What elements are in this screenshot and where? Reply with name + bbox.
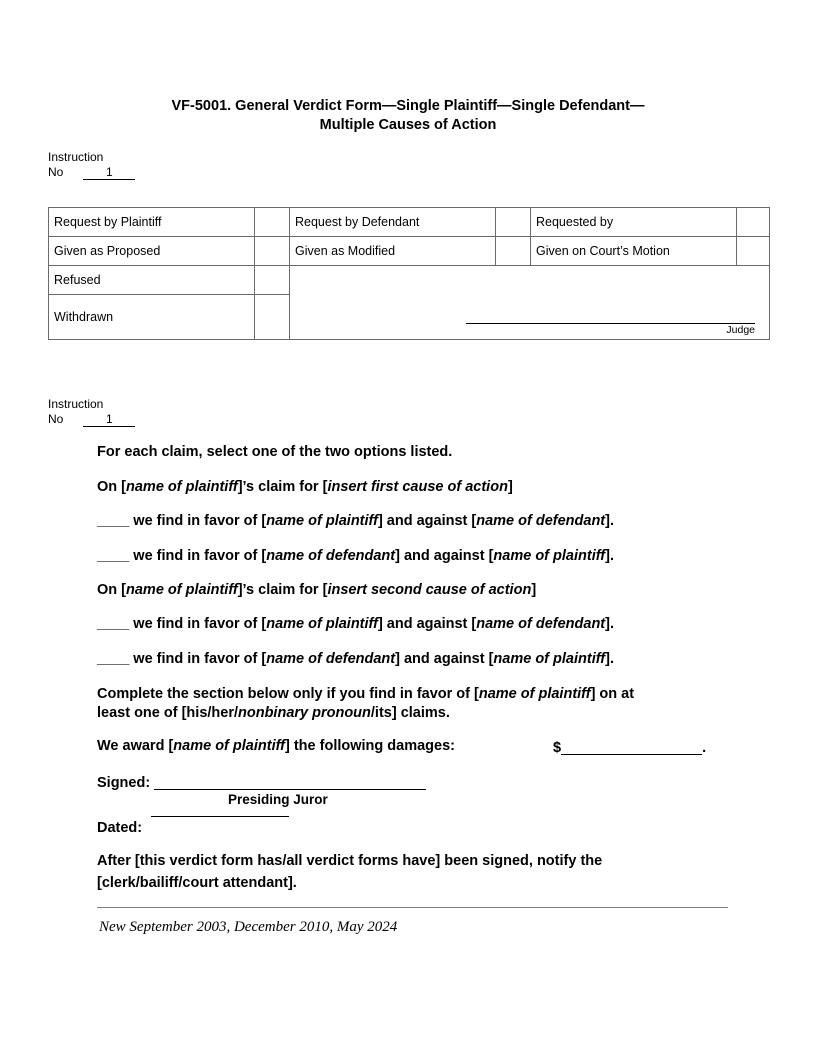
judge-signature-line[interactable] <box>466 323 755 324</box>
request-by-plaintiff-label: Request by Plaintiff <box>49 208 255 237</box>
presiding-juror-label: Presiding Juror <box>228 792 328 807</box>
damages-blank[interactable] <box>561 738 702 755</box>
requested-by-label: Requested by <box>531 208 737 237</box>
instruction-label: Instruction <box>48 397 104 411</box>
dated-label: Dated: <box>97 820 143 836</box>
title-line-1: VF-5001. General Verdict Form—Single Plaintiff—Single Defendant— <box>171 98 645 114</box>
instruction-label: Instruction <box>48 150 104 164</box>
withdrawn-checkbox[interactable] <box>255 295 290 340</box>
page-title <box>0 97 816 135</box>
claim-1-option-defendant[interactable]: ____ we find in favor of [name of defendant] and against [name of plaintiff]. <box>97 548 614 564</box>
given-on-courts-motion-label: Given on Court’s Motion <box>531 237 737 266</box>
footer-divider <box>97 907 728 908</box>
instruction-number-field[interactable]: 1 <box>83 413 135 427</box>
judge-signature-cell <box>290 266 770 340</box>
revision-history: New September 2003, December 2010, May 2024 <box>99 919 398 935</box>
selection-blank: ____ <box>97 616 130 632</box>
refused-checkbox[interactable] <box>255 266 290 295</box>
no-label: No <box>48 164 64 179</box>
given-as-proposed-checkbox[interactable] <box>255 237 290 266</box>
request-by-defendant-label: Request by Defendant <box>290 208 496 237</box>
notify-instruction: After [this verdict form has/all verdict forms have] been signed, notify the [clerk/bailiff/court attendant]. <box>97 853 603 891</box>
claim-2-option-defendant[interactable]: ____ we find in favor of [name of defendant] and against [name of plaintiff]. <box>97 651 614 667</box>
selection-blank: ____ <box>97 548 130 564</box>
date-line[interactable] <box>151 816 289 817</box>
selection-blank: ____ <box>97 513 130 529</box>
instruction-number-field[interactable]: 1 <box>83 166 135 180</box>
claim-2-option-plaintiff[interactable]: ____ we find in favor of [name of plaintiff] and against [name of defendant]. <box>97 616 614 632</box>
title-line-2: Multiple Causes of Action <box>319 117 497 133</box>
intro-text: For each claim, select one of the two options listed. <box>97 444 453 460</box>
complete-section-instruction: Complete the section below only if you find in favor of [name of plaintiff] on at least one of [his/her/nonbinary pronoun/its] claims. <box>97 686 635 721</box>
juror-signature-line[interactable] <box>154 773 426 790</box>
claim-1-option-plaintiff[interactable]: ____ we find in favor of [name of plaintiff] and against [name of defendant]. <box>97 513 614 529</box>
instruction-request-table <box>48 207 770 340</box>
no-label: No <box>48 411 64 426</box>
request-by-plaintiff-checkbox[interactable] <box>255 208 290 237</box>
judge-label: Judge <box>726 324 755 336</box>
selection-blank: ____ <box>97 651 130 667</box>
requested-by-checkbox[interactable] <box>737 208 770 237</box>
award-line: We award [name of plaintiff] the following damages: <box>97 738 455 754</box>
claim-2-heading: On [name of plaintiff]’s claim for [insert second cause of action] <box>97 582 537 598</box>
refused-label: Refused <box>49 266 255 295</box>
claim-1-heading: On [name of plaintiff]’s claim for [insert first cause of action] <box>97 479 513 495</box>
damages-field[interactable]: $ . <box>553 740 707 756</box>
instruction-number-block <box>48 150 135 180</box>
instruction-number-block-2 <box>48 397 135 427</box>
withdrawn-label: Withdrawn <box>49 295 255 340</box>
given-as-proposed-label: Given as Proposed <box>49 237 255 266</box>
request-by-defendant-checkbox[interactable] <box>496 208 531 237</box>
given-as-modified-checkbox[interactable] <box>496 237 531 266</box>
given-as-modified-label: Given as Modified <box>290 237 496 266</box>
given-on-courts-motion-checkbox[interactable] <box>737 237 770 266</box>
signed-row: Signed: <box>97 773 426 791</box>
